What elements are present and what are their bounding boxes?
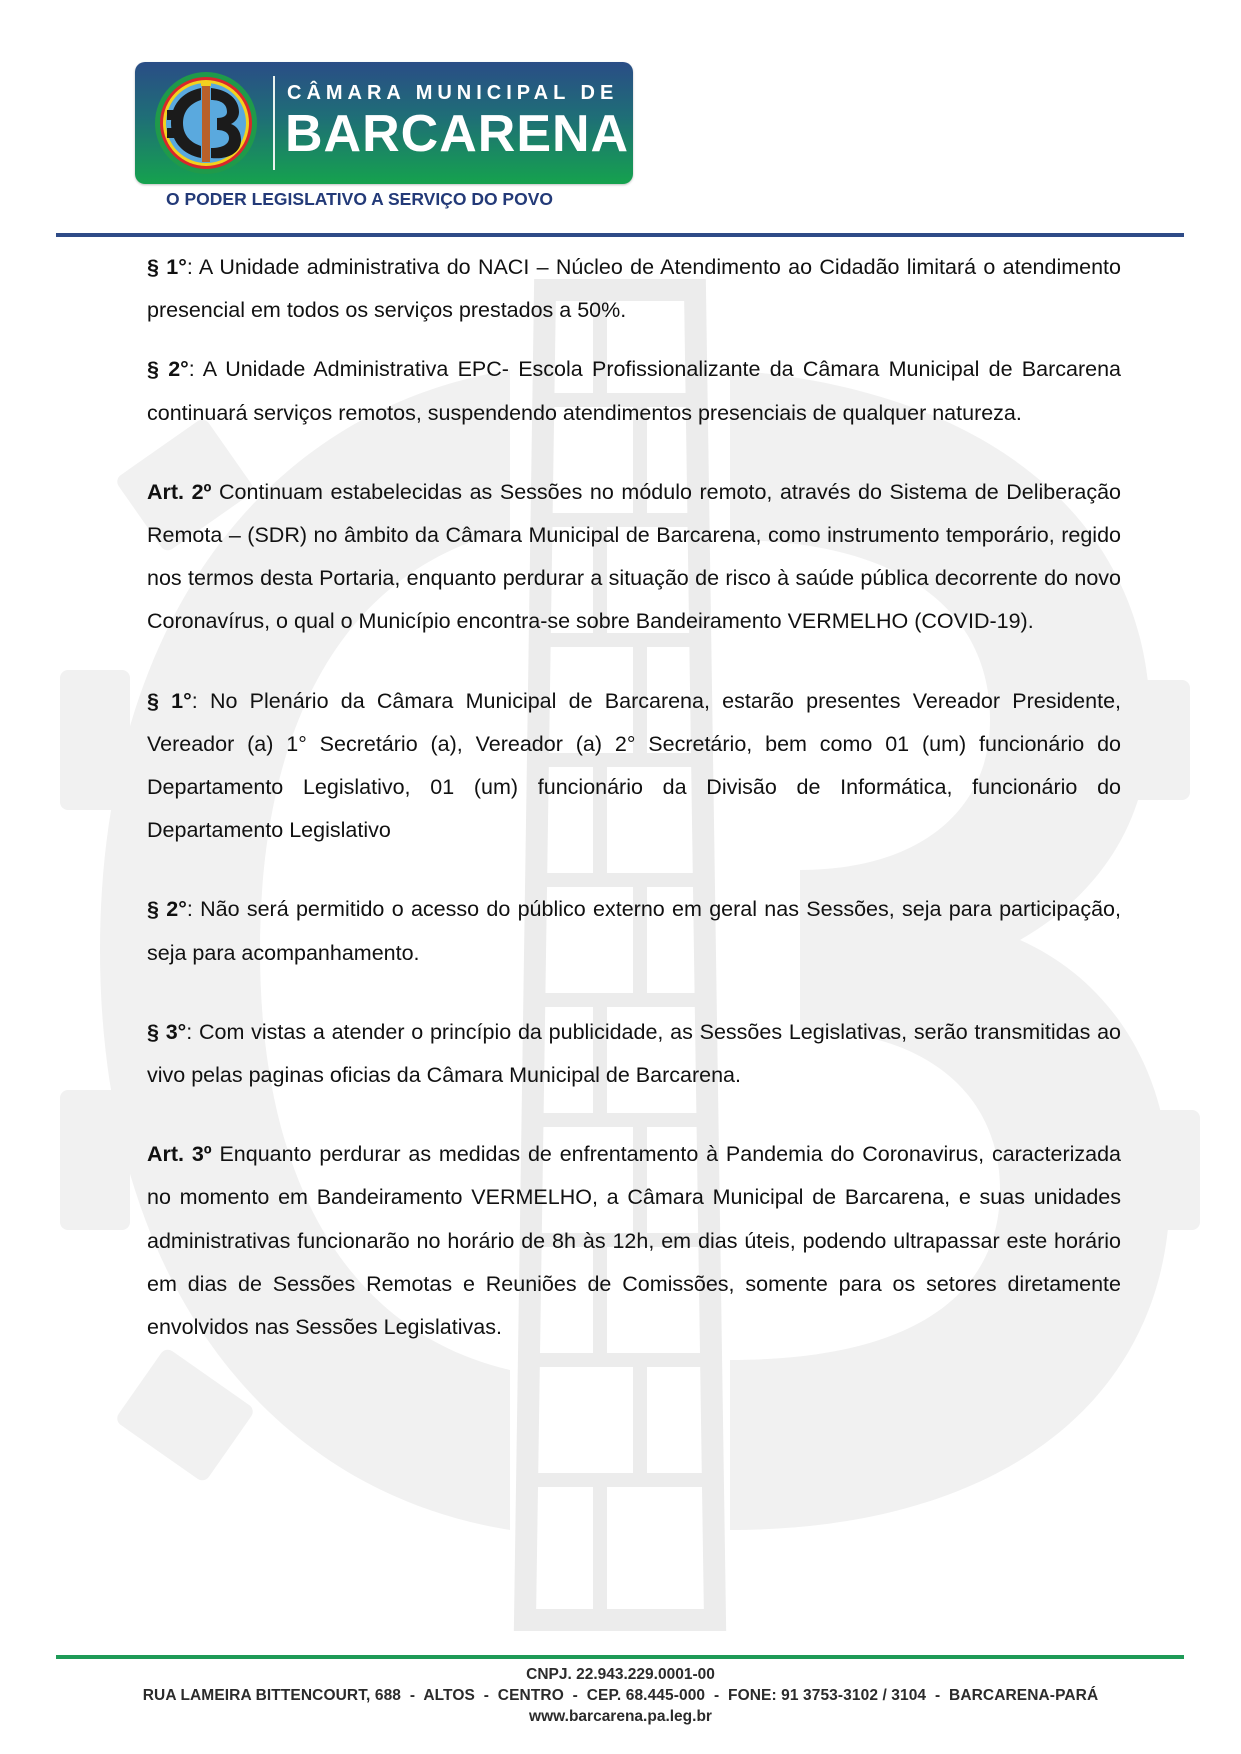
header-divider (56, 233, 1184, 237)
paragraph-label: § 2° (147, 897, 187, 922)
paragraph-text: : A Unidade administrativa do NACI – Núcleo de Atendimento ao Cidadão limitará o atendimento presencial em todos os serviços prestados a 50%. (147, 255, 1121, 323)
paragraph (147, 888, 1121, 974)
paragraph (147, 1011, 1121, 1097)
tagline: O PODER LEGISLATIVO A SERVIÇO DO POVO (166, 189, 553, 209)
article (147, 471, 1121, 644)
logo-divider (273, 76, 275, 170)
article-text: Continuam estabelecidas as Sessões no módulo remoto, através do Sistema de Deliberação Remota – (SDR) no âmbito da Câmara Municipal de Barcarena, como instrumento temporário, regido nos termos desta Portaria, enquanto perdurar a situação de risco à saúde pública decorrente do novo Coronavírus, o qual o Município encontra-se sobre Bandeiramento VERMELHO (COVID-19). (147, 479, 1121, 634)
article-label: Art. 3º (147, 1142, 212, 1167)
logo-title-line1: CÂMARA MUNICIPAL DE (287, 82, 619, 104)
paragraph (147, 348, 1121, 434)
paragraph-label: § 1° (147, 255, 187, 279)
paragraph-text: : Com vistas a atender o princípio da publicidade, as Sessões Legislativas, serão transmitidas ao vivo pelas paginas oficias da Câmara Municipal de Barcarena. (147, 1019, 1122, 1088)
footer-cnpj: CNPJ. 22.943.229.0001-00 (526, 1666, 715, 1683)
footer-website-link[interactable]: www.barcarena.pa.leg.br (529, 1708, 712, 1725)
paragraph-text: : A Unidade Administrativa EPC- Escola Profissionalizante da Câmara Municipal de Barcarena continuará serviços remotos, suspendendo atendimentos presenciais de qualquer natureza. (147, 357, 1121, 425)
document-body (147, 246, 1121, 1349)
logo-title-line2: BARCARENA (285, 105, 630, 163)
footer-divider (56, 1655, 1184, 1659)
paragraph (147, 246, 1121, 332)
paragraph-label: § 3° (147, 1019, 187, 1044)
paragraph-text: : No Plenário da Câmara Municipal de Barcarena, estarão presentes Vereador Presidente, Vereador (a) 1° Secretário (a), Vereador (a) 2° Secretário, bem como 01 (um) funcionário do Departamento Legislativo, 01 (um) funcionário da Divisão de Informática, funcionário do Departamento Legislativo (147, 688, 1121, 843)
footer-address: RUA LAMEIRA BITTENCOURT, 688 - ALTOS - CENTRO - CEP. 68.445-000 - FONE: 91 3753-3102 / 3104 - BARCARENA-PARÁ (142, 1687, 1099, 1704)
emblem-icon (153, 70, 259, 176)
footer (0, 1664, 1241, 1727)
paragraph-text: : Não será permitido o acesso do público externo em geral nas Sessões, seja para participação, seja para acompanhamento. (147, 897, 1121, 965)
paragraph-label: § 1° (147, 688, 192, 713)
article (147, 1133, 1121, 1349)
paragraph (147, 680, 1121, 853)
article-label: Art. 2º (147, 479, 212, 504)
logo-banner (135, 62, 633, 184)
article-text: Enquanto perdurar as medidas de enfrentamento à Pandemia do Coronavirus, caracterizada no momento em Bandeiramento VERMELHO, a Câmara Municipal de Barcarena, e suas unidades administrativas funcionarão no horário de 8h às 12h, em dias úteis, podendo ultrapassar este horário em dias de Sessões Remotas e Reuniões de Comissões, somente para os setores diretamente envolvidos nas Sessões Legislativas. (147, 1142, 1122, 1340)
paragraph-label: § 2° (147, 357, 189, 382)
